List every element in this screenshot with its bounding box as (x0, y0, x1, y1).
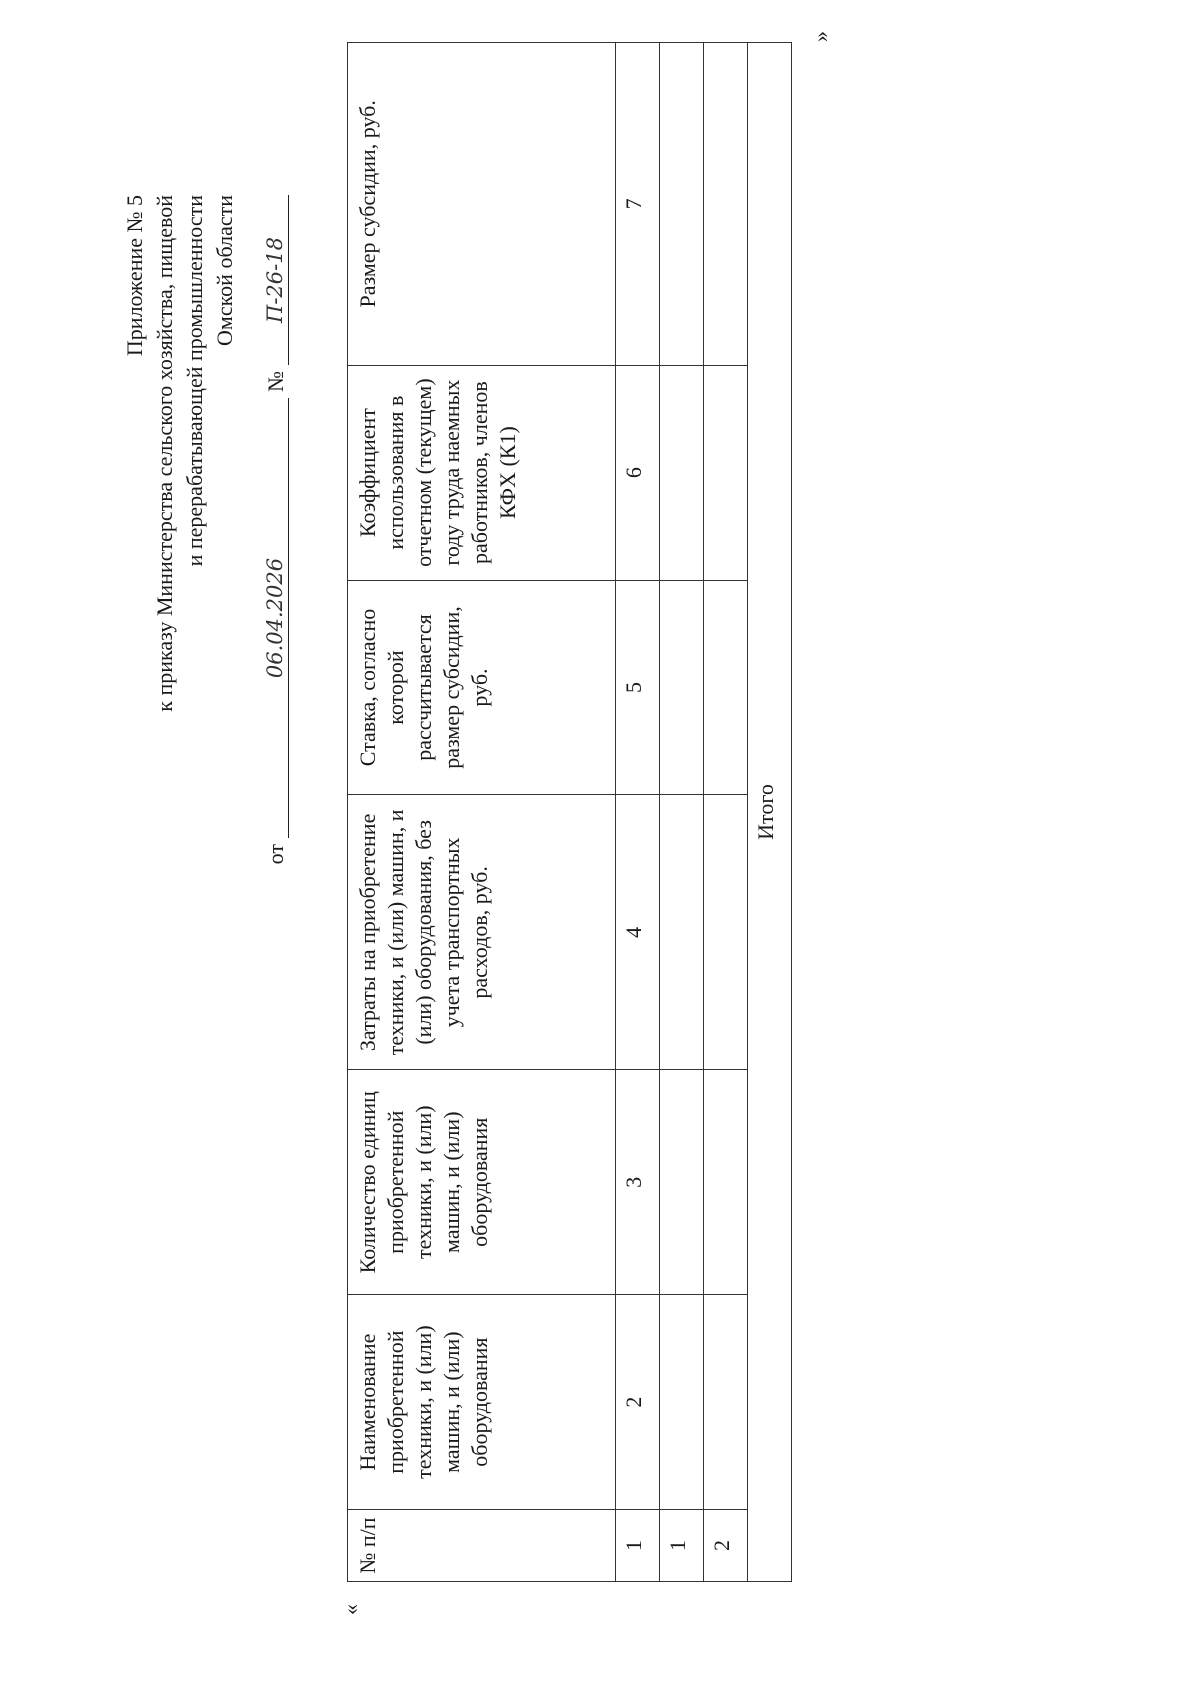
closing-quote: » (808, 31, 833, 42)
table-cell (660, 580, 704, 795)
table-cell: 4 (616, 795, 660, 1070)
table-cell: 7 (616, 43, 660, 366)
table-cell: 6 (616, 365, 660, 580)
table-cell: 2 (616, 1295, 660, 1510)
table-cell (660, 795, 704, 1070)
column-header-subsidy-amount: Размер субсидии, руб. (348, 43, 616, 366)
table-cell (660, 43, 704, 366)
table-cell (704, 580, 748, 795)
appendix-subtitle-line-2: и перерабатывающей промышленности (182, 195, 207, 567)
table-cell (660, 1070, 704, 1295)
column-header-costs: Затраты на приобретение техники, и (или) машин, и (или) оборудования, без учета транспортных расходов, руб. (348, 795, 616, 1070)
from-label: от (263, 844, 288, 865)
appendix-subtitle-line-3: Омской области (212, 195, 237, 346)
table-cell (704, 365, 748, 580)
table-cell: 2 (704, 1510, 748, 1582)
order-reference (262, 195, 289, 870)
order-number: П-26-18 (262, 195, 289, 365)
number-label: № (263, 371, 288, 392)
total-row (748, 43, 792, 1582)
table-row (704, 43, 748, 1582)
table-cell (704, 1070, 748, 1295)
table-header-row (348, 43, 616, 1582)
order-date: 06.04.2026 (262, 398, 289, 838)
appendix-title: Приложение № 5 (122, 195, 147, 357)
table-cell (704, 43, 748, 366)
total-label: Итого (748, 43, 792, 1582)
column-header-quantity: Количество единиц приобретенной техники, и (или) машин, и (или) оборудования (348, 1070, 616, 1295)
column-header-number: № п/п (348, 1510, 616, 1582)
appendix-subtitle-line-1: к приказу Министерства сельского хозяйства, пищевой (152, 195, 177, 712)
table-row (660, 43, 704, 1582)
table-cell (704, 1295, 748, 1510)
table-cell (660, 1295, 704, 1510)
column-numbers-row (616, 43, 660, 1582)
column-header-coefficient: Коэффициент использования в отчетном (текущем) году труда наемных работников, членов КФХ (К1) (348, 365, 616, 580)
table-cell: 3 (616, 1070, 660, 1295)
opening-quote: « (338, 1604, 363, 1615)
table-cell (660, 365, 704, 580)
table-cell (704, 795, 748, 1070)
table-cell: 1 (616, 1510, 660, 1582)
column-header-rate: Ставка, согласно которой рассчитывается размер субсидии, руб. (348, 580, 616, 795)
table-cell: 5 (616, 580, 660, 795)
table-cell: 1 (660, 1510, 704, 1582)
subsidy-table (347, 42, 792, 1582)
document-header (120, 195, 240, 1095)
column-header-equipment-name: Наименование приобретенной техники, и (или) машин, и (или) оборудования (348, 1295, 616, 1510)
